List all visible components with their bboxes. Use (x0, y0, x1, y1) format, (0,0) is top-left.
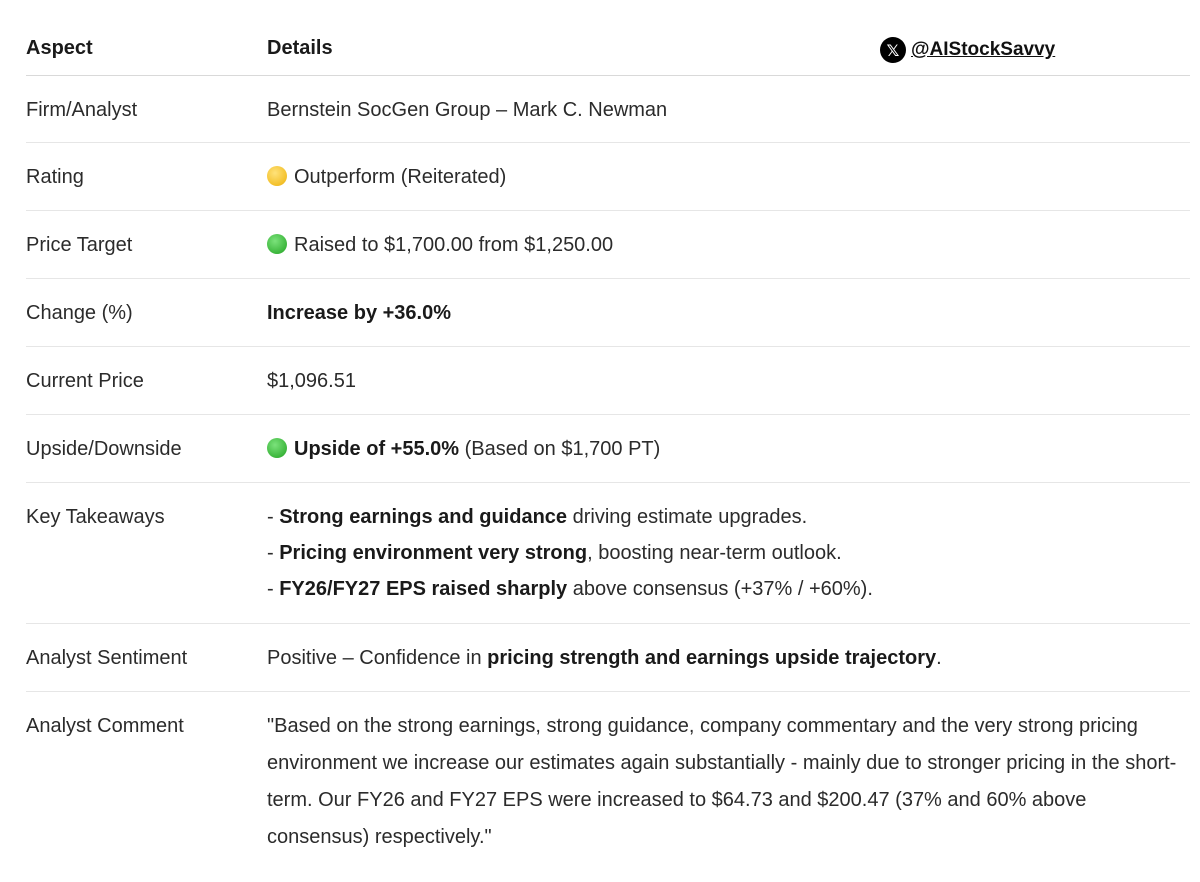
row-value (267, 499, 1190, 623)
table-row-rating (26, 143, 1190, 211)
yellow-circle-icon (267, 166, 287, 186)
green-circle-icon (267, 438, 287, 458)
row-value: Bernstein SocGen Group – Mark C. Newman (267, 99, 668, 121)
x-logo-icon: 𝕏 (880, 37, 906, 63)
row-value (267, 640, 1190, 691)
table-header (26, 0, 1190, 76)
takeaway-bold: Strong earnings and guidance (279, 506, 568, 528)
green-circle-icon (267, 234, 287, 254)
upside-bold: Upside of +55.0% (294, 438, 460, 460)
table-row-current-price (26, 347, 1190, 415)
change-text: Increase by +36.0% (267, 302, 452, 324)
takeaway-rest: , boosting near-term outlook. (587, 542, 842, 564)
takeaway-rest: driving estimate upgrades. (567, 506, 808, 528)
price-target-text: Raised to $1,700.00 from $1,250.00 (294, 234, 614, 256)
row-value: $1,096.51 (267, 370, 356, 392)
bullet-prefix: - (267, 578, 280, 600)
row-label: Change (%) (26, 302, 133, 324)
row-label: Analyst Comment (26, 715, 184, 737)
table-row-takeaways (26, 483, 1190, 624)
list-item (267, 535, 1190, 571)
header-aspect: Aspect (26, 37, 93, 59)
row-label: Current Price (26, 370, 144, 392)
table-row-firm (26, 76, 1190, 143)
bullet-prefix: - (267, 506, 280, 528)
table-row-change (26, 279, 1190, 347)
row-label: Rating (26, 166, 84, 188)
table-row-sentiment (26, 624, 1190, 692)
upside-rest: (Based on $1,700 PT) (459, 438, 661, 460)
row-label: Analyst Sentiment (26, 647, 188, 669)
row-label: Firm/Analyst (26, 99, 138, 121)
row-value (267, 431, 1190, 482)
header-details: Details (267, 37, 333, 59)
takeaway-bold: FY26/FY27 EPS raised sharply (279, 578, 568, 600)
analyst-rating-table (26, 0, 1190, 856)
rating-text: Outperform (Reiterated) (294, 166, 507, 188)
takeaway-rest: above consensus (+37% / +60%). (567, 578, 873, 600)
table-row-upside (26, 415, 1190, 483)
row-value: "Based on the strong earnings, strong guidance, company commentary and the very strong pricing environment we increase our estimates again substantially - mainly due to stronger pricing in the short-term. Our FY26 and FY27 EPS were increased to $64.73 and $200.47 (37% and 60% above consensus) respectively." (267, 715, 1177, 848)
row-value (267, 295, 1190, 346)
row-value (267, 227, 1190, 278)
bullet-prefix: - (267, 542, 280, 564)
handle-text[interactable]: @AIStockSavvy (911, 39, 1056, 60)
row-label: Price Target (26, 234, 133, 256)
sentiment-suffix: . (936, 647, 942, 669)
takeaway-bold: Pricing environment very strong (279, 542, 588, 564)
row-label: Key Takeaways (26, 506, 165, 528)
sentiment-bold: pricing strength and earnings upside trajectory (487, 647, 937, 669)
list-item (267, 499, 1190, 535)
table-row-price-target (26, 211, 1190, 279)
list-item (267, 571, 1190, 607)
sentiment-prefix: Positive – Confidence in (267, 647, 488, 669)
table-row-comment (26, 692, 1190, 856)
row-label: Upside/Downside (26, 438, 182, 460)
social-handle[interactable] (880, 37, 1055, 63)
row-value (267, 159, 1190, 210)
